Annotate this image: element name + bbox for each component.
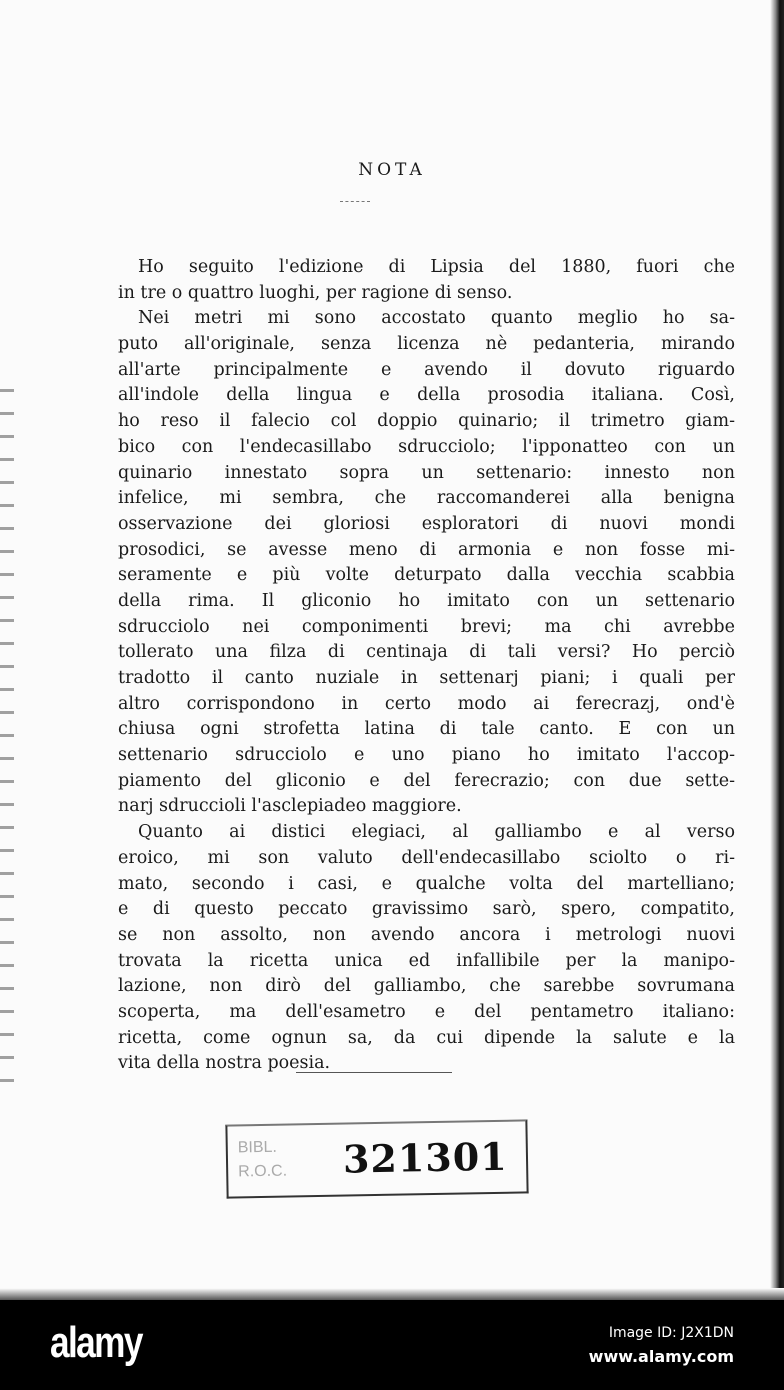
text-line: bico con l'endecasillabo sdrucciolo; l'ipponatteo con un xyxy=(118,436,735,457)
text-line: della rima. Il gliconio ho imitato con un settenario xyxy=(118,590,735,611)
text-line: all'indole della lingua e della prosodia italiana. Così, xyxy=(118,385,735,406)
text-line: in tre o quattro luoghi, per ragione di senso. xyxy=(118,282,513,303)
page-edge-shadow xyxy=(770,0,784,1300)
text-line: quinario innestato sopra un settenario: innesto non xyxy=(118,462,735,483)
text-line: osservazione dei gloriosi esploratori di nuovi mondi xyxy=(118,513,735,534)
text-line: infelice, mi sembra, che raccomanderei alla benigna xyxy=(118,488,735,509)
text-line: Nei metri mi sono accostato quanto meglio ho sa- xyxy=(138,308,735,329)
text-line: puto all'originale, senza licenza nè pedanteria, mirando xyxy=(118,334,735,355)
text-line: Ho seguito l'edizione di Lipsia del 1880, fuori che xyxy=(138,257,735,277)
image-id: Image ID: J2X1DN xyxy=(608,1325,734,1341)
watermark-url: www.alamy.com xyxy=(588,1347,734,1366)
end-rule xyxy=(296,1072,452,1073)
text-line: sdrucciolo nei componimenti brevi; ma chi avrebbe xyxy=(118,616,735,637)
stamp-label-2: R.O.C. xyxy=(238,1162,288,1181)
text-line: scoperta, ma dell'esametro e del pentametro italiano: xyxy=(118,1001,735,1022)
text-line: se non assolto, non avendo ancora i metrologi nuovi xyxy=(118,924,735,945)
text-line: trovata la ricetta unica ed infallibile per la manipo- xyxy=(118,950,735,971)
stamp-label-1: BIBL. xyxy=(237,1138,278,1157)
text-line: all'arte principalmente e avendo il dovuto riguardo xyxy=(118,359,735,380)
text-line: vita della nostra poesia. xyxy=(118,1053,331,1074)
page-title: NOTA xyxy=(358,160,426,180)
text-line: narj sdruccioli l'asclepiadeo maggiore. xyxy=(118,796,462,817)
library-stamp xyxy=(225,1119,528,1198)
text-line: mato, secondo i casi, e qualche volta del martelliano; xyxy=(118,873,735,894)
title-ornament xyxy=(340,201,370,202)
text-line: settenario sdrucciolo e uno piano ho imitato l'accop- xyxy=(118,745,735,766)
text-line: tollerato una filza di centinaja di tali versi? Ho perciò xyxy=(118,642,735,663)
text-line: eroico, mi son valuto dell'endecasillabo sciolto o ri- xyxy=(118,847,735,868)
alamy-logo: alamy xyxy=(50,1318,142,1367)
text-line: ho reso il falecio col doppio quinario; il trimetro giam- xyxy=(118,411,735,432)
text-line: Quanto ai distici elegiaci, al galliambo e al verso xyxy=(138,822,735,843)
watermark-band xyxy=(0,1300,784,1390)
body-text xyxy=(118,255,735,1077)
text-line: chiusa ogni strofetta latina di tale canto. E con un xyxy=(118,719,735,740)
page-left-edge xyxy=(0,380,14,1100)
text-line: ricetta, come ognun sa, da cui dipende la salute e la xyxy=(118,1027,735,1048)
text-line: lazione, non dirò del galliambo, che sarebbe sovrumana xyxy=(118,976,735,997)
text-line: prosodici, se avesse meno di armonia e non fosse mi- xyxy=(118,539,735,560)
text-line: seramente e più volte deturpato dalla vecchia scabbia xyxy=(118,565,735,586)
page-bottom-edge xyxy=(0,1288,784,1300)
text-line: piamento del gliconio e del ferecrazio; con due sette- xyxy=(118,770,735,791)
text-line: tradotto il canto nuziale in settenarj piani; i quali per xyxy=(118,668,735,688)
stamp-number: 321301 xyxy=(342,1133,509,1182)
text-line: e di questo peccato gravissimo sarò, spero, compatito, xyxy=(118,899,735,920)
text-line: altro corrispondono in certo modo ai ferecrazj, ond'è xyxy=(118,693,735,714)
